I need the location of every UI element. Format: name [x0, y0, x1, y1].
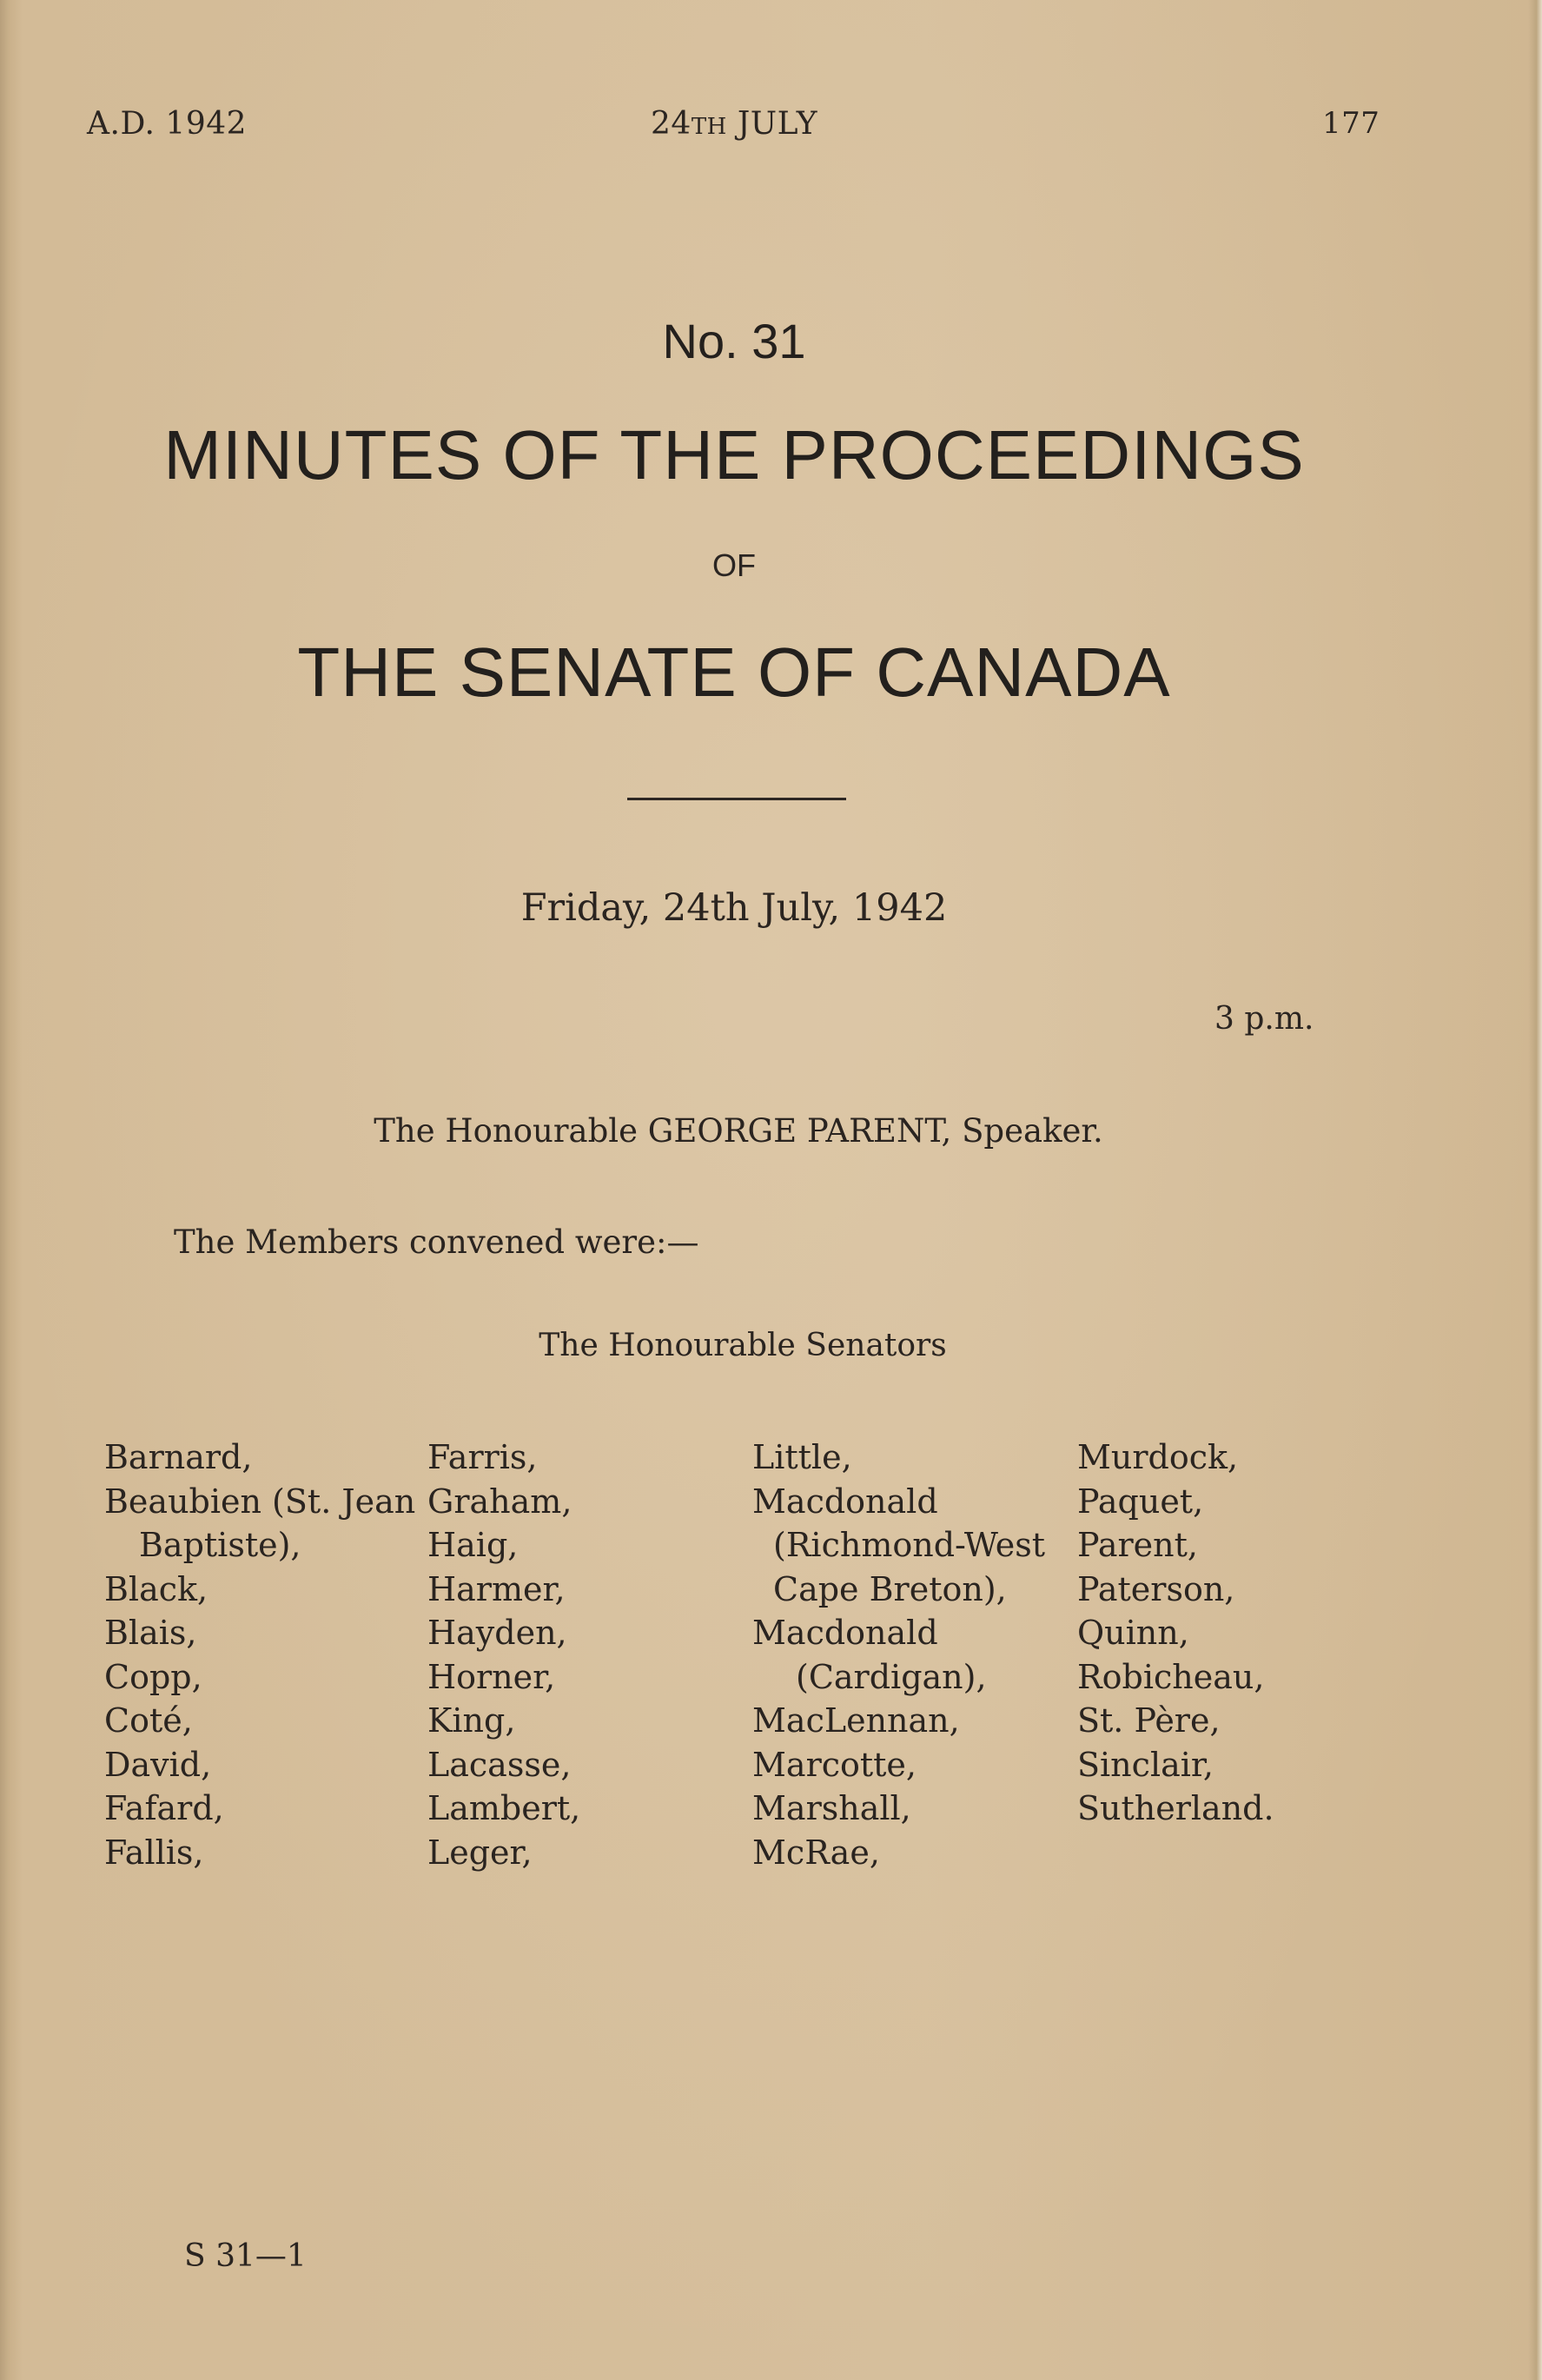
senator-name: Little,	[752, 1438, 852, 1476]
senator-name: Graham,	[427, 1482, 572, 1521]
senators-heading: The Honourable Senators	[539, 1328, 947, 1363]
title-line-2: THE SENATE OF CANADA	[297, 633, 1171, 711]
sitting-date: Friday, 24th July, 1942	[520, 886, 948, 930]
senator-name: Parent,	[1077, 1526, 1198, 1564]
page-number: 177	[1322, 106, 1380, 141]
senator-name: (Cardigan),	[796, 1657, 987, 1696]
senator-name: Haig,	[427, 1526, 519, 1564]
senator-name: Harmer,	[427, 1569, 566, 1608]
senator-name: Marcotte,	[752, 1745, 917, 1784]
senator-name: Hayden,	[427, 1614, 567, 1652]
senator-name: Lacasse,	[427, 1745, 572, 1784]
speaker-line: The Honourable GEORGE PARENT, Speaker.	[374, 1112, 1103, 1150]
senator-name: Beaubien (St. Jean	[104, 1482, 416, 1521]
senator-name: Black,	[104, 1569, 208, 1608]
senator-name: Farris,	[427, 1438, 538, 1476]
senator-name: Sinclair,	[1077, 1745, 1214, 1784]
senator-name: Barnard,	[104, 1438, 253, 1476]
senator-name: Sutherland.	[1077, 1789, 1274, 1827]
senator-name: Paterson,	[1077, 1569, 1235, 1608]
senator-name: Copp,	[104, 1657, 202, 1696]
senator-name: Blais,	[104, 1614, 197, 1652]
divider-rule	[627, 798, 846, 800]
senators-column-2	[427, 1435, 580, 1874]
senator-name: Coté,	[104, 1701, 193, 1740]
senator-name: Macdonald	[752, 1482, 938, 1521]
members-intro: The Members convened were:—	[174, 1223, 699, 1261]
issue-number: No. 31	[662, 314, 806, 368]
senator-name: Paquet,	[1077, 1482, 1204, 1521]
senators-column-3	[752, 1435, 1045, 1874]
header-day-suffix: TH	[691, 114, 727, 140]
senator-name: Cape Breton),	[773, 1569, 1007, 1608]
senator-name: (Richmond-West	[773, 1526, 1046, 1564]
senator-name: Fallis,	[104, 1833, 204, 1872]
page-edge	[1528, 0, 1542, 2380]
title-line-1: MINUTES OF THE PROCEEDINGS	[163, 416, 1305, 494]
senator-name: St. Père,	[1077, 1701, 1221, 1740]
senator-name: Horner,	[427, 1657, 556, 1696]
senator-name: McRae,	[752, 1833, 880, 1872]
sitting-time: 3 p.m.	[1214, 1001, 1314, 1037]
senator-name: Baptiste),	[139, 1526, 301, 1564]
senator-name: Leger,	[427, 1833, 533, 1872]
senator-name: Lambert,	[427, 1789, 581, 1827]
senator-name: David,	[104, 1745, 212, 1784]
header-day: 24	[651, 106, 692, 142]
senator-name: Macdonald	[752, 1614, 938, 1652]
header-month: JULY	[737, 106, 817, 142]
senator-name: King,	[427, 1701, 516, 1740]
header-date	[0, 106, 1468, 142]
title-of: OF	[712, 547, 756, 583]
senators-column-4	[1077, 1435, 1274, 1831]
senators-column-1	[104, 1435, 415, 1874]
senator-name: Fafard,	[104, 1789, 224, 1827]
footer-code: S 31—1	[184, 2238, 307, 2274]
senator-name: Marshall,	[752, 1789, 911, 1827]
senator-name: Murdock,	[1077, 1438, 1239, 1476]
header-year: A.D. 1942	[87, 106, 248, 142]
senator-name: Quinn,	[1077, 1614, 1189, 1652]
senator-name: Robicheau,	[1077, 1657, 1265, 1696]
senator-name: MacLennan,	[752, 1701, 960, 1740]
